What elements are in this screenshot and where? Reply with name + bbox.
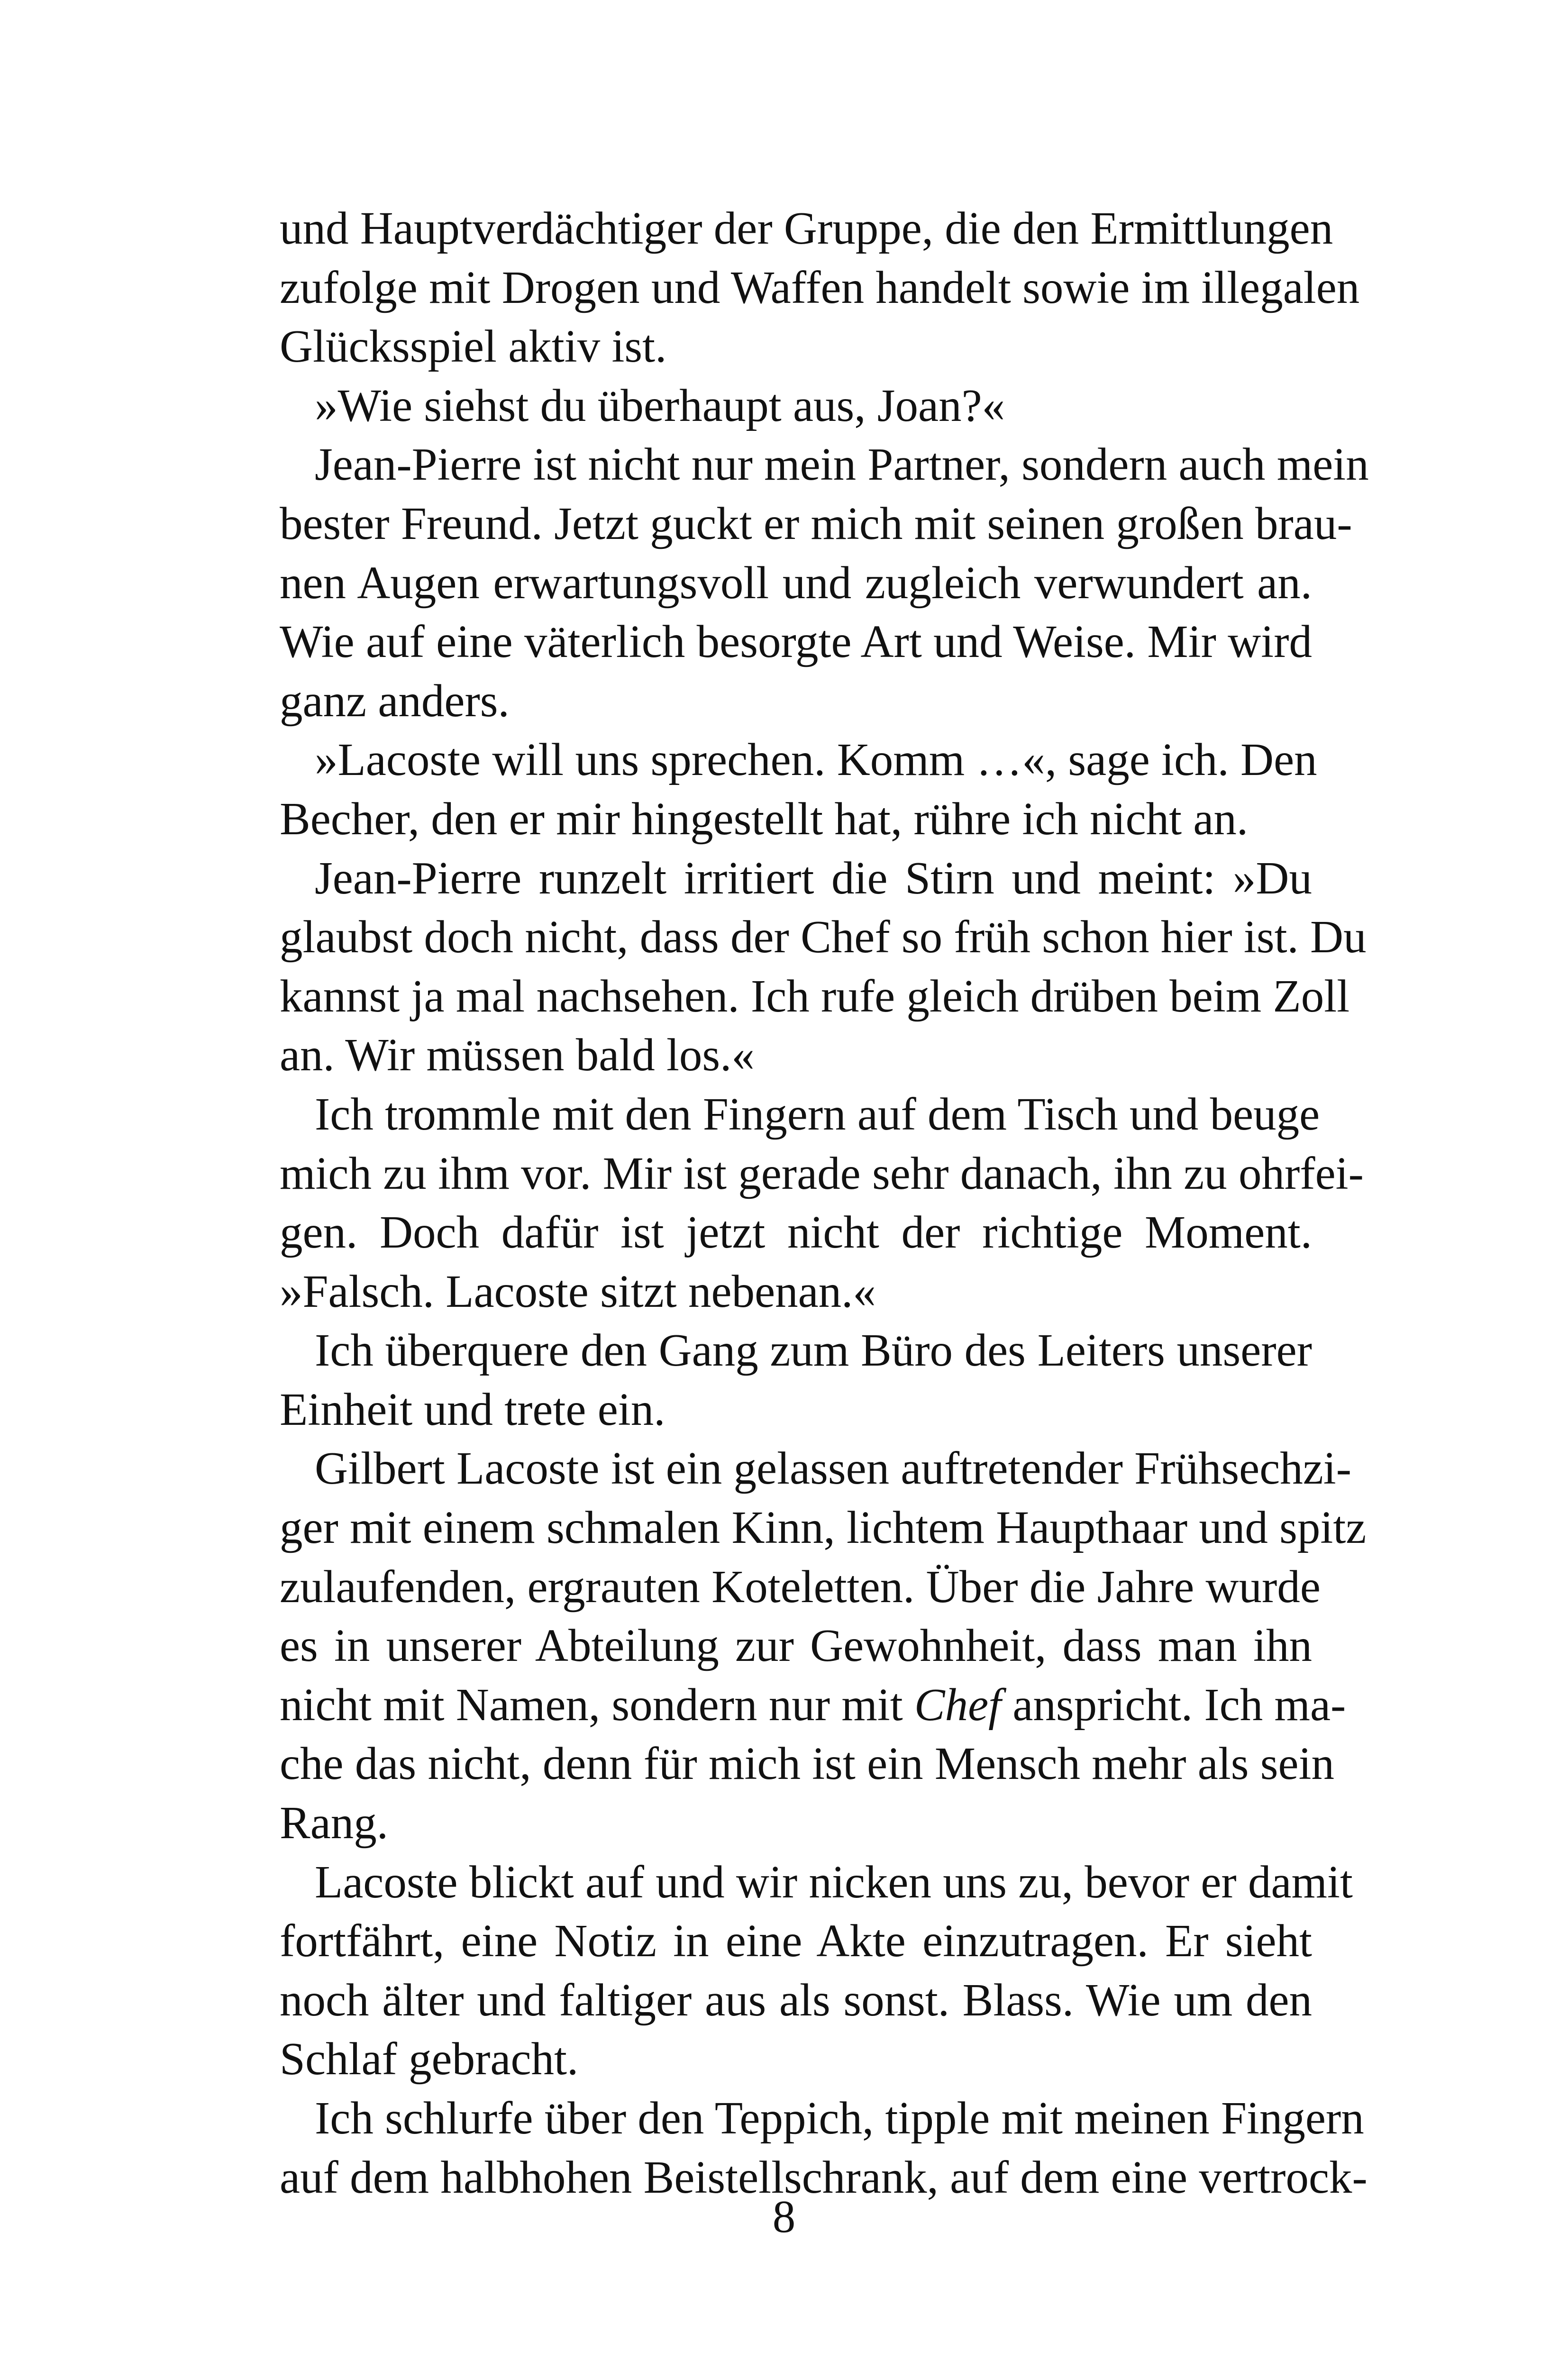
paragraph xyxy=(280,730,1317,848)
text-line: fortfährt, eine Notiz in eine Akte einzutragen. Er sieht xyxy=(280,1915,1312,1967)
text-line: an. Wir müssen bald los.« xyxy=(280,1030,755,1081)
text-line: Jean-Pierre runzelt irritiert die Stirn und meint: »Du xyxy=(315,852,1312,903)
text-line: nen Augen erwartungsvoll und zugleich verwundert an. xyxy=(280,557,1312,608)
text-fragment: anspricht. Ich ma- xyxy=(1001,1679,1346,1730)
text-line: Becher, den er mir hingestellt hat, rühre ich nicht an. xyxy=(280,793,1249,844)
text-fragment: nicht mit Namen, sondern nur mit xyxy=(280,1679,914,1730)
text-line: Ich schlurfe über den Teppich, tipple mit meinen Fingern xyxy=(315,2093,1364,2143)
paragraph xyxy=(280,376,1312,436)
text-line: zulaufenden, ergrauten Koteletten. Über die Jahre wurde xyxy=(280,1561,1321,1612)
text-line: Einheit und trete ein. xyxy=(280,1384,665,1435)
text-line: und Hauptverdächtiger der Gruppe, die den Ermittlungen xyxy=(280,203,1333,254)
text-line: gen. Doch dafür ist jetzt nicht der richtige Moment. xyxy=(280,1207,1312,1258)
paragraph xyxy=(280,849,1367,1085)
text-line: Schlaf gebracht. xyxy=(280,2033,579,2085)
text-line: noch älter und faltiger aus als sonst. Blass. Wie um den xyxy=(280,1974,1312,2025)
text-line: glaubst doch nicht, dass der Chef so früh schon hier ist. Du xyxy=(280,912,1367,963)
text-line: Glücksspiel aktiv ist. xyxy=(280,321,667,372)
text-line: Ich trommle mit den Fingern auf dem Tisch und beuge xyxy=(315,1088,1320,1139)
text-line: »Lacoste will uns sprechen. Komm …«, sage ich. Den xyxy=(315,734,1317,785)
paragraph xyxy=(280,435,1369,730)
italic-word: Chef xyxy=(914,1679,1002,1730)
text-line: Gilbert Lacoste ist ein gelassen auftretender Frühsechzi- xyxy=(315,1443,1352,1494)
paragraph xyxy=(280,1853,1353,2089)
text-line: kannst ja mal nachsehen. Ich rufe gleich drüben beim Zoll xyxy=(280,970,1350,1021)
page-number: 8 xyxy=(772,2191,796,2242)
text-line: che das nicht, denn für mich ist ein Mensch mehr als sein xyxy=(280,1738,1335,1789)
body-text xyxy=(280,199,1369,2207)
text-line: Lacoste blickt auf und wir nicken uns zu, bevor er damit xyxy=(315,1856,1353,1907)
text-line: Jean-Pierre ist nicht nur mein Partner, sondern auch mein xyxy=(315,439,1369,490)
paragraph xyxy=(280,199,1360,376)
paragraph xyxy=(280,1439,1367,1852)
text-line: ganz anders. xyxy=(280,675,510,726)
text-line: es in unserer Abteilung zur Gewohnheit, dass man ihn xyxy=(280,1620,1312,1671)
text-line: bester Freund. Jetzt guckt er mich mit seinen großen brau- xyxy=(280,498,1352,549)
text-line: zufolge mit Drogen und Waffen handelt sowie im illegalen xyxy=(280,262,1360,313)
text-line: Ich überquere den Gang zum Büro des Leiters unserer xyxy=(315,1325,1312,1376)
paragraph xyxy=(280,1085,1364,1321)
text-line-with-italic xyxy=(280,1676,1346,1735)
paragraph xyxy=(280,1321,1312,1439)
text-line: auf dem halbhohen Beistellschrank, auf dem eine vertrock- xyxy=(280,2151,1367,2203)
text-line: ger mit einem schmalen Kinn, lichtem Haupthaar und spitz xyxy=(280,1502,1367,1553)
text-line: »Falsch. Lacoste sitzt nebenan.« xyxy=(280,1266,876,1317)
text-line: Wie auf eine väterlich besorgte Art und Weise. Mir wird xyxy=(280,616,1312,667)
text-line: mich zu ihm vor. Mir ist gerade sehr danach, ihn zu ohrfei- xyxy=(280,1148,1364,1199)
text-line: Rang. xyxy=(280,1797,389,1849)
text-line: »Wie siehst du überhaupt aus, Joan?« xyxy=(315,380,1005,431)
